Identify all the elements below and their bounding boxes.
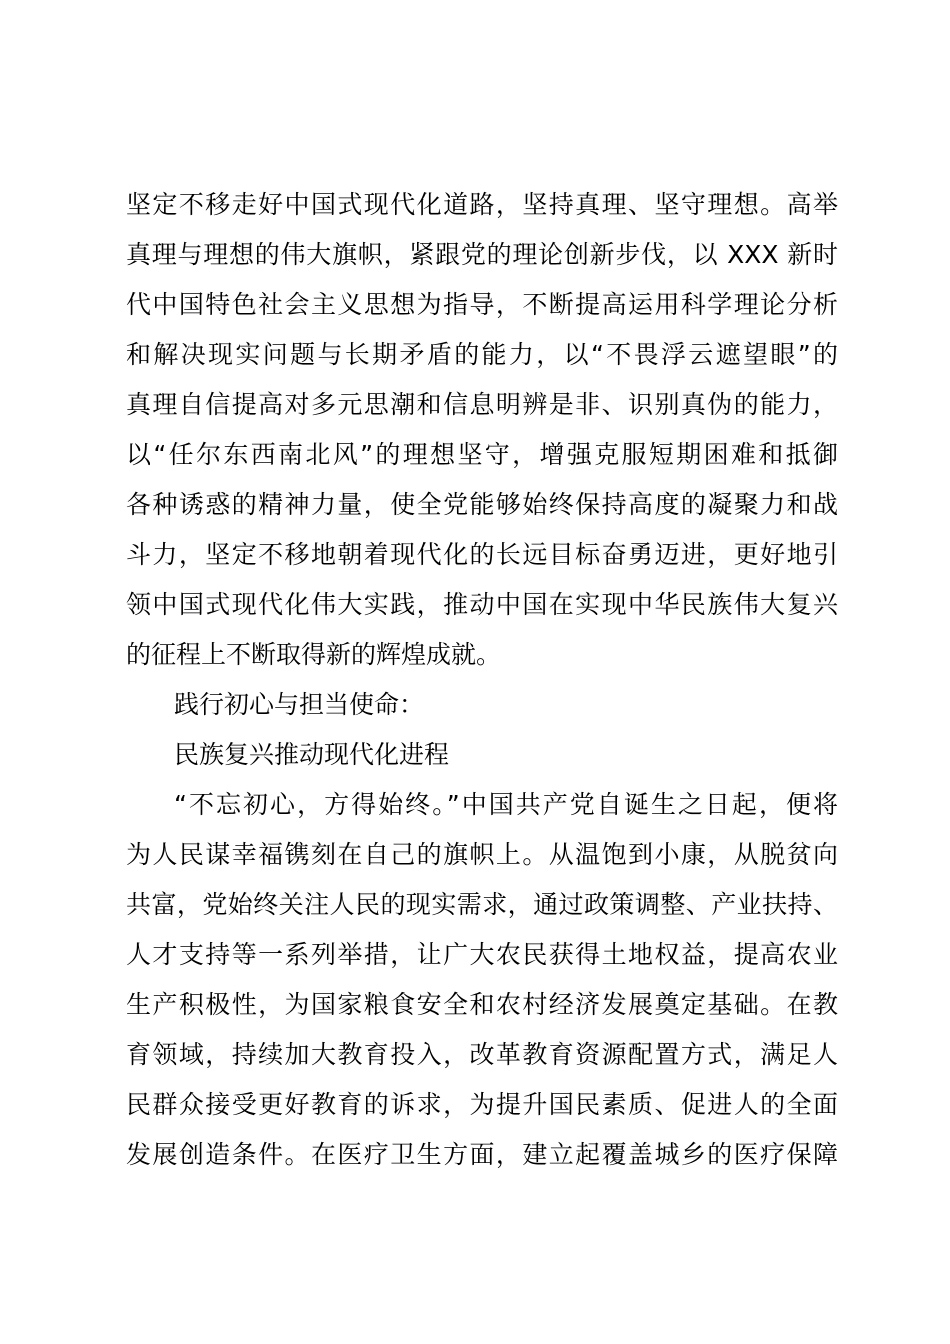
text-line: 民群众接受更好教育的诉求，为提升国民素质、促进人的全面 [126,1090,838,1119]
text-line: 坚定不移走好中国式现代化道路，坚持真理、坚守理想。高举 [126,190,838,219]
text-line: 为人民谋幸福镌刻在自己的旗帜上。从温饱到小康，从脱贫向 [126,840,838,869]
text-line: 育领域，持续加大教育投入，改革教育资源配置方式，满足人 [126,1040,838,1069]
text-line: 和解决现实问题与长期矛盾的能力，以“不畏浮云遮望眼”的 [126,340,838,369]
paragraph-2 [126,780,838,1180]
text-line: 真理与理想的伟大旗帜，紧跟党的理论创新步伐，以 XXX 新时 [126,240,838,269]
text-line: 生产积极性，为国家粮食安全和农村经济发展奠定基础。在教 [126,990,838,1019]
text-line: 领中国式现代化伟大实践，推动中国在实现中华民族伟大复兴 [126,590,838,619]
text-line: 以“任尔东西南北风”的理想坚守，增强克服短期困难和抵御 [126,440,838,469]
section-heading: 践行初心与担当使命： [174,690,425,719]
text-line: 代中国特色社会主义思想为指导，不断提高运用科学理论分析 [126,290,838,319]
text-line: 斗力，坚定不移地朝着现代化的长远目标奋勇迈进，更好地引 [126,540,838,569]
text-line: 各种诱惑的精神力量，使全党能够始终保持高度的凝聚力和战 [126,490,838,519]
text-line: “不忘初心，方得始终。”中国共产党自诞生之日起，便将 [174,790,838,819]
document-body [126,180,838,1180]
text-line: 真理自信提高对多元思潮和信息明辨是非、识别真伪的能力， [126,390,838,419]
section-subheading: 民族复兴推动现代化进程 [174,740,450,769]
text-line: 的征程上不断取得新的辉煌成就。 [126,640,502,669]
text-line: 共富，党始终关注人民的现实需求，通过政策调整、产业扶持、 [126,890,838,919]
text-line: 发展创造条件。在医疗卫生方面，建立起覆盖城乡的医疗保障 [126,1140,838,1169]
paragraph-1 [126,180,838,680]
text-line: 人才支持等一系列举措，让广大农民获得土地权益，提高农业 [126,940,838,969]
